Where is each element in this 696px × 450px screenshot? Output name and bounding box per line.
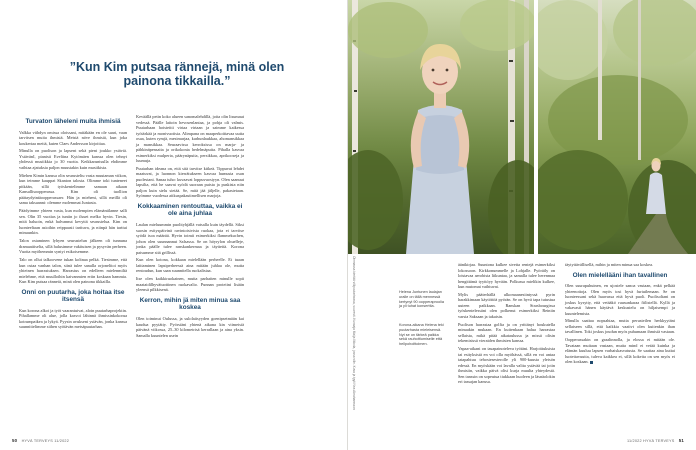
magazine-name: 11/2022 HYVÄ TERVEYS bbox=[626, 439, 675, 443]
article-column-2 bbox=[136, 114, 244, 340]
paragraph: Keväällä petin koko alueen sanomalehdillä, joita olin lisumaut vedessä. Päälle laitoin hevosenlantaa, ja pohja oli valmis. Puutarhaan hoisteitti virtaa virtaan ja saimme kaikessa työtärkää ja monivuotisia. Alimpana on maaperkoittavaa uutta osaa, kuten rymjä, mesimarjaa, karhunlaukkaa, ahomansikkaa ja mansikkaa. Seuraavissa kerroksissa on marja- ja pähkinäpensaita ja ortkokonia hedelmäpuita. Pihalla kasvaa esimerkiksi mulperia, päärynäpuita, persikkaa, aprikooseja ja luumuja. bbox=[136, 114, 244, 163]
photo-caption: Korona-aikana Helena teki puutarhasta mieleisensä. Nyt se on tärkeä paikka sekä rauhoittumiselle että hellpohoittoimen. bbox=[399, 323, 444, 347]
subheading: Onni on puutarha, joka hoitaa itse itsensä bbox=[21, 288, 125, 304]
garden-photo bbox=[538, 0, 696, 254]
subheading: Kokkaaminen rentouttaa, vaikka ei ole aina juhlaa bbox=[137, 202, 243, 218]
paragraph: Vapaa-aikani on tasapainoteleva työtäni. Harjoittuksista tai esityksistä en voi olla myöhässä, sillä en voi antaa tatapahtuu tehostesesterolle yli 900-kuusta yleisön edessä. En myöskään voi lavalla valita ystävää tai jotin ihmisiin, vaikka päivä olisi kurja muulta yhteydestä. Sen tanssin on sopeutua tiukkaan huoleen ja läsnäolokin eri tassajan kanssa. bbox=[458, 346, 555, 385]
paragraph: Laulan mieluummin puolityhjällä vatsalla kuin täydellä. Siksi suosin esityspäivinä ravintoisivista ruokaa, jota ei tarvitse syödä isoa määrää. Hyvin toimii esimerkiksi flammekuchen, johon olen suunnannut Salsassa. Se on höyrylon ohuelleje, jonka päälle tulee ranskankermaa ja täytteitä. Korona paisumme sitä grillissä. bbox=[136, 222, 244, 255]
magazine-name: HYVÄ TERVEYS 11/2022 bbox=[21, 439, 70, 443]
paragraph: Talon ostaminen lyhyen seurustelun jälkeen oli tunnuna dramaattiselta, sillä halusimme vakituisen ja pysyvän perheen. Vuotta myöhemmin syntyi esikoisemme. bbox=[19, 238, 127, 255]
end-mark-icon bbox=[590, 361, 593, 364]
pull-quote: ”Kun Kim putsaa rännejä, minä olen painona tikkailla.” bbox=[69, 60, 285, 88]
paragraph: täytyttävällisellä, mihin ja miten minua saa koskea. bbox=[565, 262, 654, 267]
article-column-1 bbox=[19, 114, 127, 332]
paragraph: Päädyimme yhteen vasta, kun molempien elämäntilanne salli sen. Olin 35 vuotias ja tuntin jo ilsuet melko hyvin. Tiesin, mitä haluoin, enkä halvannut kevyttä seurustelua. Kim on luonteeltaan asioihin reippaasti tarttuva, ja niinpä hän tarttui minuunkin. bbox=[19, 208, 127, 236]
paragraph: Valkka viihdyn omissa oloissani, mitäkään en ole saari, vaan tarvitsen muita ihmisiä. Meistä növe ihmisiä, kun joka koukertaa meitä, kuten Claes Andersson kirjoittaa. bbox=[19, 129, 127, 146]
paragraph: Itse olen kaikkiruokainen, mutta parhaiten minulle sopii maataidilhyvätuottinen ruokavalio. Punnan proteiini lisään yleensä pilkkisenä. bbox=[136, 276, 244, 293]
article-column-4 bbox=[565, 262, 675, 367]
article-column-3 bbox=[458, 262, 555, 387]
page-number: 50 bbox=[12, 438, 18, 443]
paragraph: Miehen Kimin kanssa olin seurusteltu vasta muutaman viikon, kun teimme kauppat Skanton talosta. Olimme toki tunteneet pitkään, sillä työskentelimme samaan aikaan Kansallisoopperassa. Kim oli tuollion päätaydytntäoopperassaer. Hän ja mieheni, sillä meillä oli sama taksaanni: olemme molemmat Juntasta. bbox=[19, 172, 127, 206]
photo-credit: Olemassa kiertää villipuutarhassa, suuresti. Kuvaaja Maija Ilkkola, jossa ville. Kuva ja tyyli Nea Abrahamsson bbox=[352, 256, 356, 410]
paragraph: Olen suurapuhuinen, en ujostele sanoa vastaan, enkä pelkää yhteenottoja. Olen myös tosi hyvä furtuilemaan. Se on luonteessani sekä huavassa että hyvä puoli. Puolisoltani on joskus kysytty, että vetääkö ruusunkaraa fiilistellä. Kyllä ja vakavasti hänen käytävä keskustelu on hiljaisempi ja kuuntelemista. bbox=[565, 283, 675, 316]
footer-right bbox=[627, 438, 684, 443]
paragraph: Kun olen kotona, kokkaan mielellään perheelle. Ei tuaan laittaminen lapsiperheessä aina mitään juhlaa ole, mutta rentoudun, kun saan suunnitella ruokalistaa. bbox=[136, 257, 244, 274]
paragraph: Puutarhan ideana on, että sitä tarvitse kitkeä. Tippuvat lehdet maatuvat, ja luonnon kierrätukseen kasvaa humusta osan puolestani. Sanaa tuho: kuvaavat loppuvuosiyyn. Olen saanuut lapsilta, että he saavat syödä suoraan puista ja puskista niin paljon kuin sielu sietää. Se, mitä jää jäljelle, pakastetaan. Syömme vuodessa aitkuspakastimellisen marjoja. bbox=[136, 165, 244, 199]
paragraph: Minulla on puolison ja lapsent sekä pieni joukko ystäviä. YstävänI, pianisti Eveliina Kytömäen kanssa olen tehnyt yhdessä musiikkia jo 30 vuotta. Keikkaruntsulla ehdimme vaihtaa ajatuksia paljon muustakin kuin musiikista. bbox=[19, 148, 127, 170]
footer-left bbox=[12, 438, 69, 443]
paragraph: Puolison harrastaa golfia ja on yrittänyt houkutella minuakin mukaan. En kuitenkaan halua harrastaa sellaista, mikä pitää aikataulussa ja missä olisin tekemisissä vieraiden ihmisten kanssa. bbox=[458, 321, 555, 344]
paragraph: Talo on ollut talkoovene tukan koltnaa pelkä. Tiesimme, että kun ostaa vanhan talon, siinä tulee sanalla orjonelitoi myös yhteinen harrastuksen. Harrastus on edelleen mielenmiltä mielehme, että muulloihin kaivanmien eriin koskaan hammia. Kun Kim putsaa ränneiä, minä olen painona tikkailla. bbox=[19, 257, 127, 285]
subheading: Kerron, mihin jä miten minua saa koskea bbox=[139, 296, 241, 312]
photo-caption: Helena Juntunen laulajan uralle on tällä mennessä kertynyt 90 oopperaproolia ja yli tuhat konserttia. bbox=[399, 290, 444, 309]
garden-portrait-illustration bbox=[348, 0, 534, 254]
paragraph: Kun korona alkoi ja työt vaarantuivat, aloin puutarhaprojektin. Pihallamme oli alue, jolla kasvoi lähinnä ihmissinkokorua kotrumpaikea ja lykyä. Pyysin avukseni ystävän, jonka kanssa suunnittelimme siihen syötävän metsäpuutarhan. bbox=[19, 307, 127, 330]
paragraph: Minulla saattaa nopsahtaa, mutta perusteilen herkkyytäni sellaiseen sillä, että kaikkia vaativt olen kuitenkin ihan tavallinen. Toki joskus joudun myös puhumaan ihmisiä vastaan. bbox=[565, 318, 676, 335]
paragraph: Mylis pääterhällä ulkomaanesiintyssä pyrin harakkimaan käytöttöä pyörän. Se on hyvä tapa tutustua uuteen paikkaan. Ranskan Strasbourgissa työskentelessäni olen polkenut esimerkiksi Reiniin varsia Saksaan ja takaisin. bbox=[458, 291, 555, 319]
photo-credit-strip bbox=[348, 256, 356, 426]
paragraph: Olen toiminut Oulussa, ja sulolaiisyyden goenipsetmään kai kaudua pyytätty. Pyörsiäni yhtenä aikana kin viimeisiä päivänä viikossa, 25–30 kilometrisä kerrallaan ja aina yksin. Samalla kuuntelen usein bbox=[136, 316, 244, 338]
garden-scene-illustration bbox=[538, 0, 696, 254]
page-number: 51 bbox=[678, 438, 684, 443]
paragraph bbox=[565, 337, 675, 365]
subheading: Turvaton läheleni muita ihmisiä bbox=[25, 118, 121, 125]
subheading: Olen mielellääni ihan tavallinen bbox=[572, 271, 668, 279]
paragraph-text: Oopperassakin on graalinnolla, ja elossa ei mitään ole. Tavataan muitaan vastaan, mutta mind ei vetää kuinka ja elämän kuuluu lapsen varhaiskasvatusta. Se saattaa aina kuttai luotettavuutta, tuleva kaikkea ei, sillä kokeita on sen myös ei olen koskaan. bbox=[565, 337, 675, 365]
paragraph: äänikirjaa. Suuntona kulkee sivetta rentejä esimerkiksi lokossoon. Kirkkonummelle ja Lohjalle. Pyöräily on loistavaa aerobista liikuntaa, ja samalla tulee herenmaa hengittämä tyyttöyy hyvään. Polkussa mielikin kulkee, kun mutomat vaihtuvat. bbox=[458, 262, 555, 289]
portrait-photo bbox=[348, 0, 534, 254]
